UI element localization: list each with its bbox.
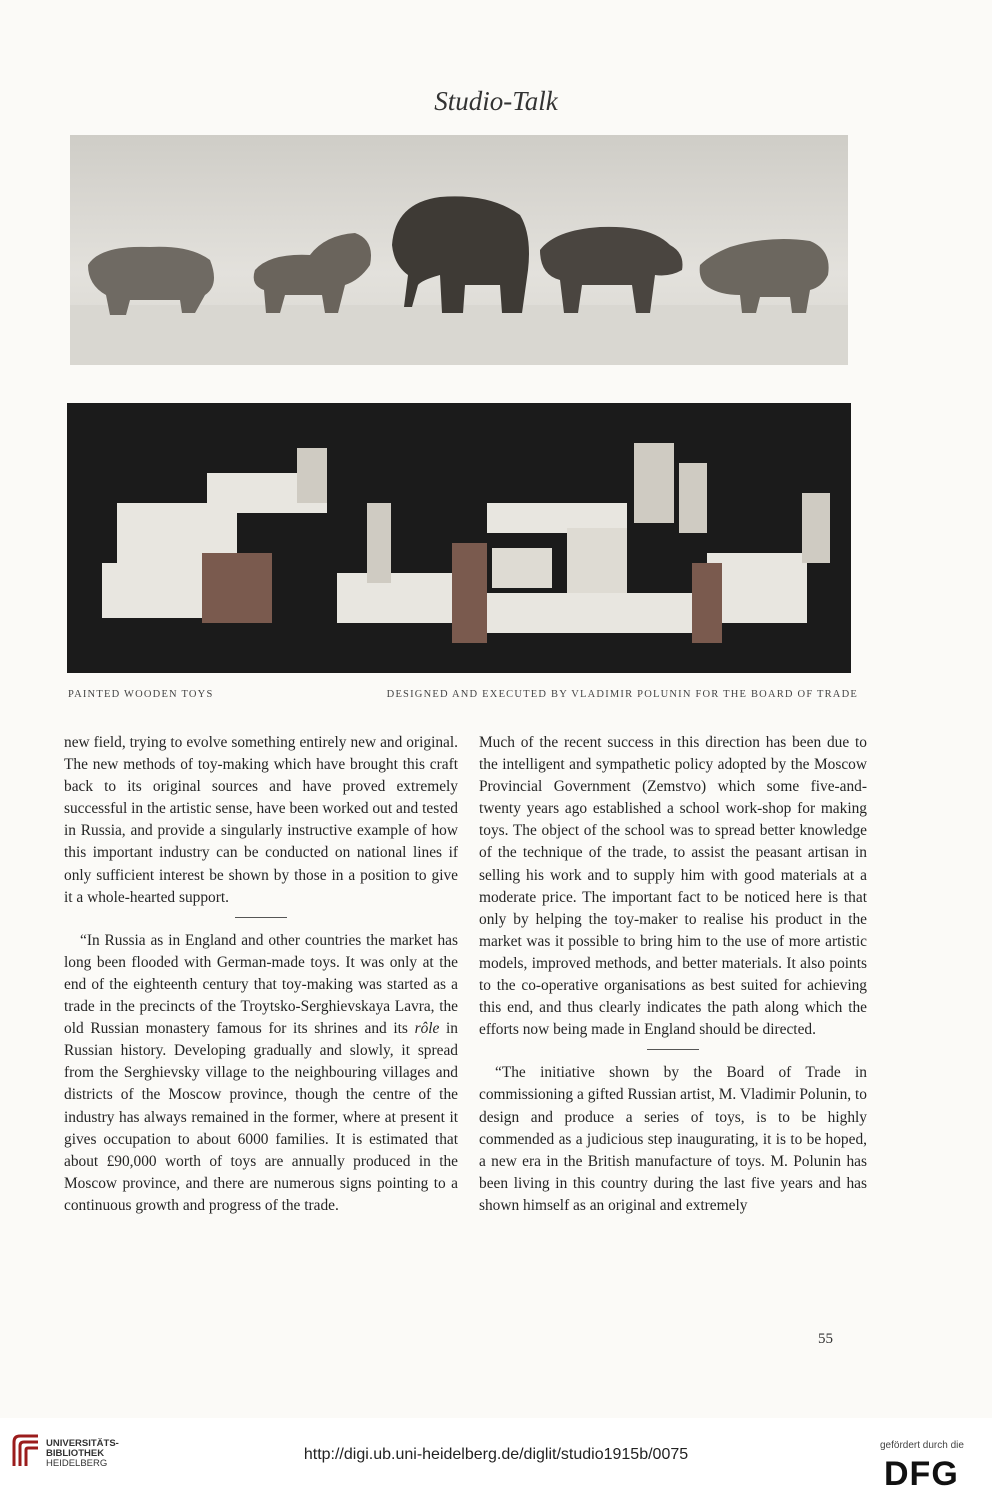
right-paragraph-1: Much of the recent success in this direction has been due to the intelligent and sympathetic policy adopted by the Moscow Provincial Government (Zemstvo) which some five-and-twenty years ago established a school work-shop for making toys. The object of the school was to spread better knowledge of the technique of the trade, to assist the peasant artisan in selling his work and to supply him with good materials at a moderate price. The important fact to be noticed here is that only by helping the toy-maker to realise his product in the market was it possible to bring him to the use of more artistic models, improved methods, and better materials. It also points to the co-operative organisations as best suited for achieving this end, and thus clearly indicates the path along which the efforts now being made in England should be directed. xyxy=(479,734,867,1039)
left-paragraph-2-part-a: “In Russia as in England and other countries the market has long been flooded with German-made toys. It was only at the end of the eighteenth century that toy-making was started as a trade in the precincts of the Troytsko-Serghievskaya Lavra, the old Russian monastery famous for its shrines and its xyxy=(64,931,458,1038)
right-column xyxy=(479,732,867,1217)
dfg-logo: DFG xyxy=(884,1455,959,1493)
italic-role: rôle xyxy=(414,1020,440,1038)
bison-toy xyxy=(540,227,683,313)
page-number: 55 xyxy=(818,1331,833,1347)
hippo-toy xyxy=(88,247,214,315)
section-rule xyxy=(235,917,287,918)
right-paragraph-2-text: “The initiative shown by the Board of Trade in commissioning a gifted Russian artist, M. Vladimir Polunin, to design and produce a series of toys, is to be highly commended as a judicious step inaugurating, it is to be hoped, a new era in the British manufacture of toys. M. Polunin has been living in this country during the last five years and has shown himself as an original and extremely xyxy=(479,1064,867,1214)
toy-animals-photo xyxy=(70,135,848,365)
kremlin-church xyxy=(492,528,627,593)
right-paragraph-2 xyxy=(479,1062,867,1217)
caption-right: DESIGNED AND EXECUTED BY VLADIMIR POLUNIN FOR THE BOARD OF TRADE xyxy=(386,689,858,700)
running-header: Studio-Talk xyxy=(434,86,558,116)
left-paragraph-1: new field, trying to evolve something entirely new and original. The new methods of toy-making which have brought this craft back to its original sources and have proved extremely successful in the artistic sense, have been worked out and tested in Russia, and provide a singularly instructive example of how this important industry can be conducted on national lines if only sufficient interest be shown by those in a position to give it a whole-hearted support. xyxy=(64,734,458,906)
toy-kremlin-illustration xyxy=(67,403,851,673)
caption-left: PAINTED WOODEN TOYS xyxy=(68,689,214,700)
library-line-1: UNIVERSITÄTS- xyxy=(46,1438,119,1449)
library-line-2: BIBLIOTHEK xyxy=(46,1448,105,1459)
left-column xyxy=(64,732,458,1217)
toy-kremlin-photo xyxy=(67,403,851,673)
left-paragraph-2-part-b: in Russian history. Developing gradually and slowly, it spread from the Serghievsky village to the neighbouring villages and districts of the Moscow province, though the centre of the industry has always remained in the former, where at present it gives occupation to about 6000 families. It is estimated that about £90,000 worth of toys are annually produced in the Moscow province, and there are numerous signs pointing to a continuous growth and progress of the trade. xyxy=(64,1020,459,1214)
lion-toy xyxy=(254,233,371,313)
source-url-link[interactable]: http://digi.ub.uni-heidelberg.de/diglit/studio1915b/0075 xyxy=(303,1446,689,1463)
toy-animals-illustration xyxy=(70,135,848,365)
library-line-3: HEIDELBERG xyxy=(46,1458,108,1469)
left-paragraph-2 xyxy=(64,930,458,1217)
funding-note: gefördert durch die xyxy=(880,1440,964,1451)
section-rule xyxy=(647,1049,699,1050)
elephant-toy xyxy=(392,196,529,313)
rhino-toy xyxy=(700,239,829,313)
